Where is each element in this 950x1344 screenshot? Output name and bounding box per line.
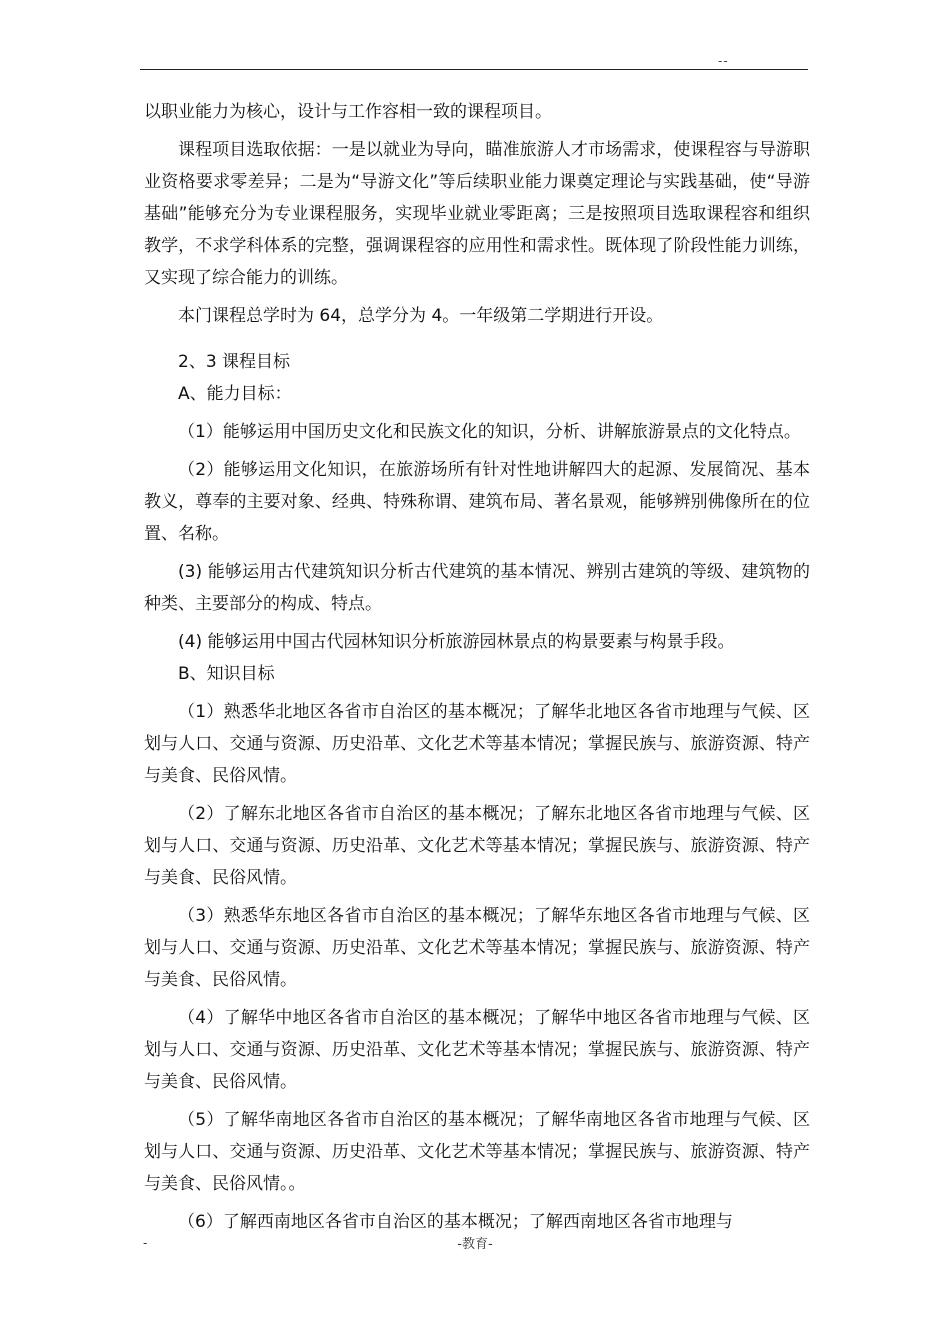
header-mark: -- bbox=[718, 54, 729, 68]
knowledge-goal-item-6: （6）了解西南地区各省市自治区的基本概况；了解西南地区各省市地理与 bbox=[178, 1212, 733, 1232]
ability-goal-item-3: (3) 能够运用古代建筑知识分析古代建筑的基本情况、辨别古建筑的等级、建筑物的种类、主要部分的构成、特点。 bbox=[144, 562, 810, 614]
knowledge-goal-item-5: （5）了解华南地区各省市自治区的基本概况；了解华南地区各省市地理与气候、区划与人口、交通与资源、历史沿革、文化艺术等基本情况；掌握民族与、旅游资源、特产与美食、民俗风情。。 bbox=[144, 1110, 810, 1194]
ability-goal-item-2: （2）能够运用文化知识，在旅游场所有针对性地讲解四大的起源、发展简况、基本教义，尊奉的主要对象、经典、特殊称谓、建筑布局、著名景观，能够辨别佛像所在的位置、名称。 bbox=[144, 460, 810, 544]
knowledge-goal-item-2: （2）了解东北地区各省市自治区的基本概况；了解东北地区各省市地理与气候、区划与人口、交通与资源、历史沿革、文化艺术等基本情况；掌握民族与、旅游资源、特产与美食、民俗风情。 bbox=[144, 804, 810, 888]
subheading-ability-goals: A、能力目标： bbox=[178, 384, 292, 404]
section-heading-course-goals: 2、3 课程目标 bbox=[178, 352, 291, 372]
footer-dash: - bbox=[143, 1236, 148, 1250]
knowledge-goal-item-1: （1）熟悉华北地区各省市自治区的基本概况；了解华北地区各省市地理与气候、区划与人口、交通与资源、历史沿革、文化艺术等基本情况；掌握民族与、旅游资源、特产与美食、民俗风情。 bbox=[144, 702, 810, 786]
paragraph-credit-hours: 本门课程总学时为 64，总学分为 4。一年级第二学期进行开设。 bbox=[178, 306, 664, 326]
document-body bbox=[144, 96, 810, 1238]
footer-text: -教育- bbox=[457, 1237, 493, 1252]
header-rule bbox=[140, 69, 808, 70]
knowledge-goal-item-3: （3）熟悉华东地区各省市自治区的基本概况；了解华东地区各省市地理与气候、区划与人口、交通与资源、历史沿革、文化艺术等基本情况；掌握民族与、旅游资源、特产与美食、民俗风情。 bbox=[144, 906, 810, 990]
paragraph-selection-basis: 课程项目选取依据：一是以就业为导向，瞄准旅游人才市场需求，使课程容与导游职业资格要求零差异；二是为“导游文化”等后续职业能力课奠定理论与实践基础，使“导游基础”能够充分为专业课程服务，实现毕业就业零距离；三是按照项目选取课程容和组织教学，不求学科体系的完整，强调课程容的应用性和需求性。既体现了阶段性能力训练，又实现了综合能力的训练。 bbox=[144, 140, 810, 288]
ability-goal-item-4: (4) 能够运用中国古代园林知识分析旅游园林景点的构景要素与构景手段。 bbox=[178, 632, 735, 652]
paragraph-continuation: 以职业能力为核心，设计与工作容相一致的课程项目。 bbox=[144, 102, 552, 122]
subheading-knowledge-goals: B、知识目标 bbox=[178, 664, 275, 684]
knowledge-goal-item-4: （4）了解华中地区各省市自治区的基本概况；了解华中地区各省市地理与气候、区划与人口、交通与资源、历史沿革、文化艺术等基本情况；掌握民族与、旅游资源、特产与美食、民俗风情。 bbox=[144, 1008, 810, 1092]
ability-goal-item-1: （1）能够运用中国历史文化和民族文化的知识，分析、讲解旅游景点的文化特点。 bbox=[178, 422, 801, 442]
